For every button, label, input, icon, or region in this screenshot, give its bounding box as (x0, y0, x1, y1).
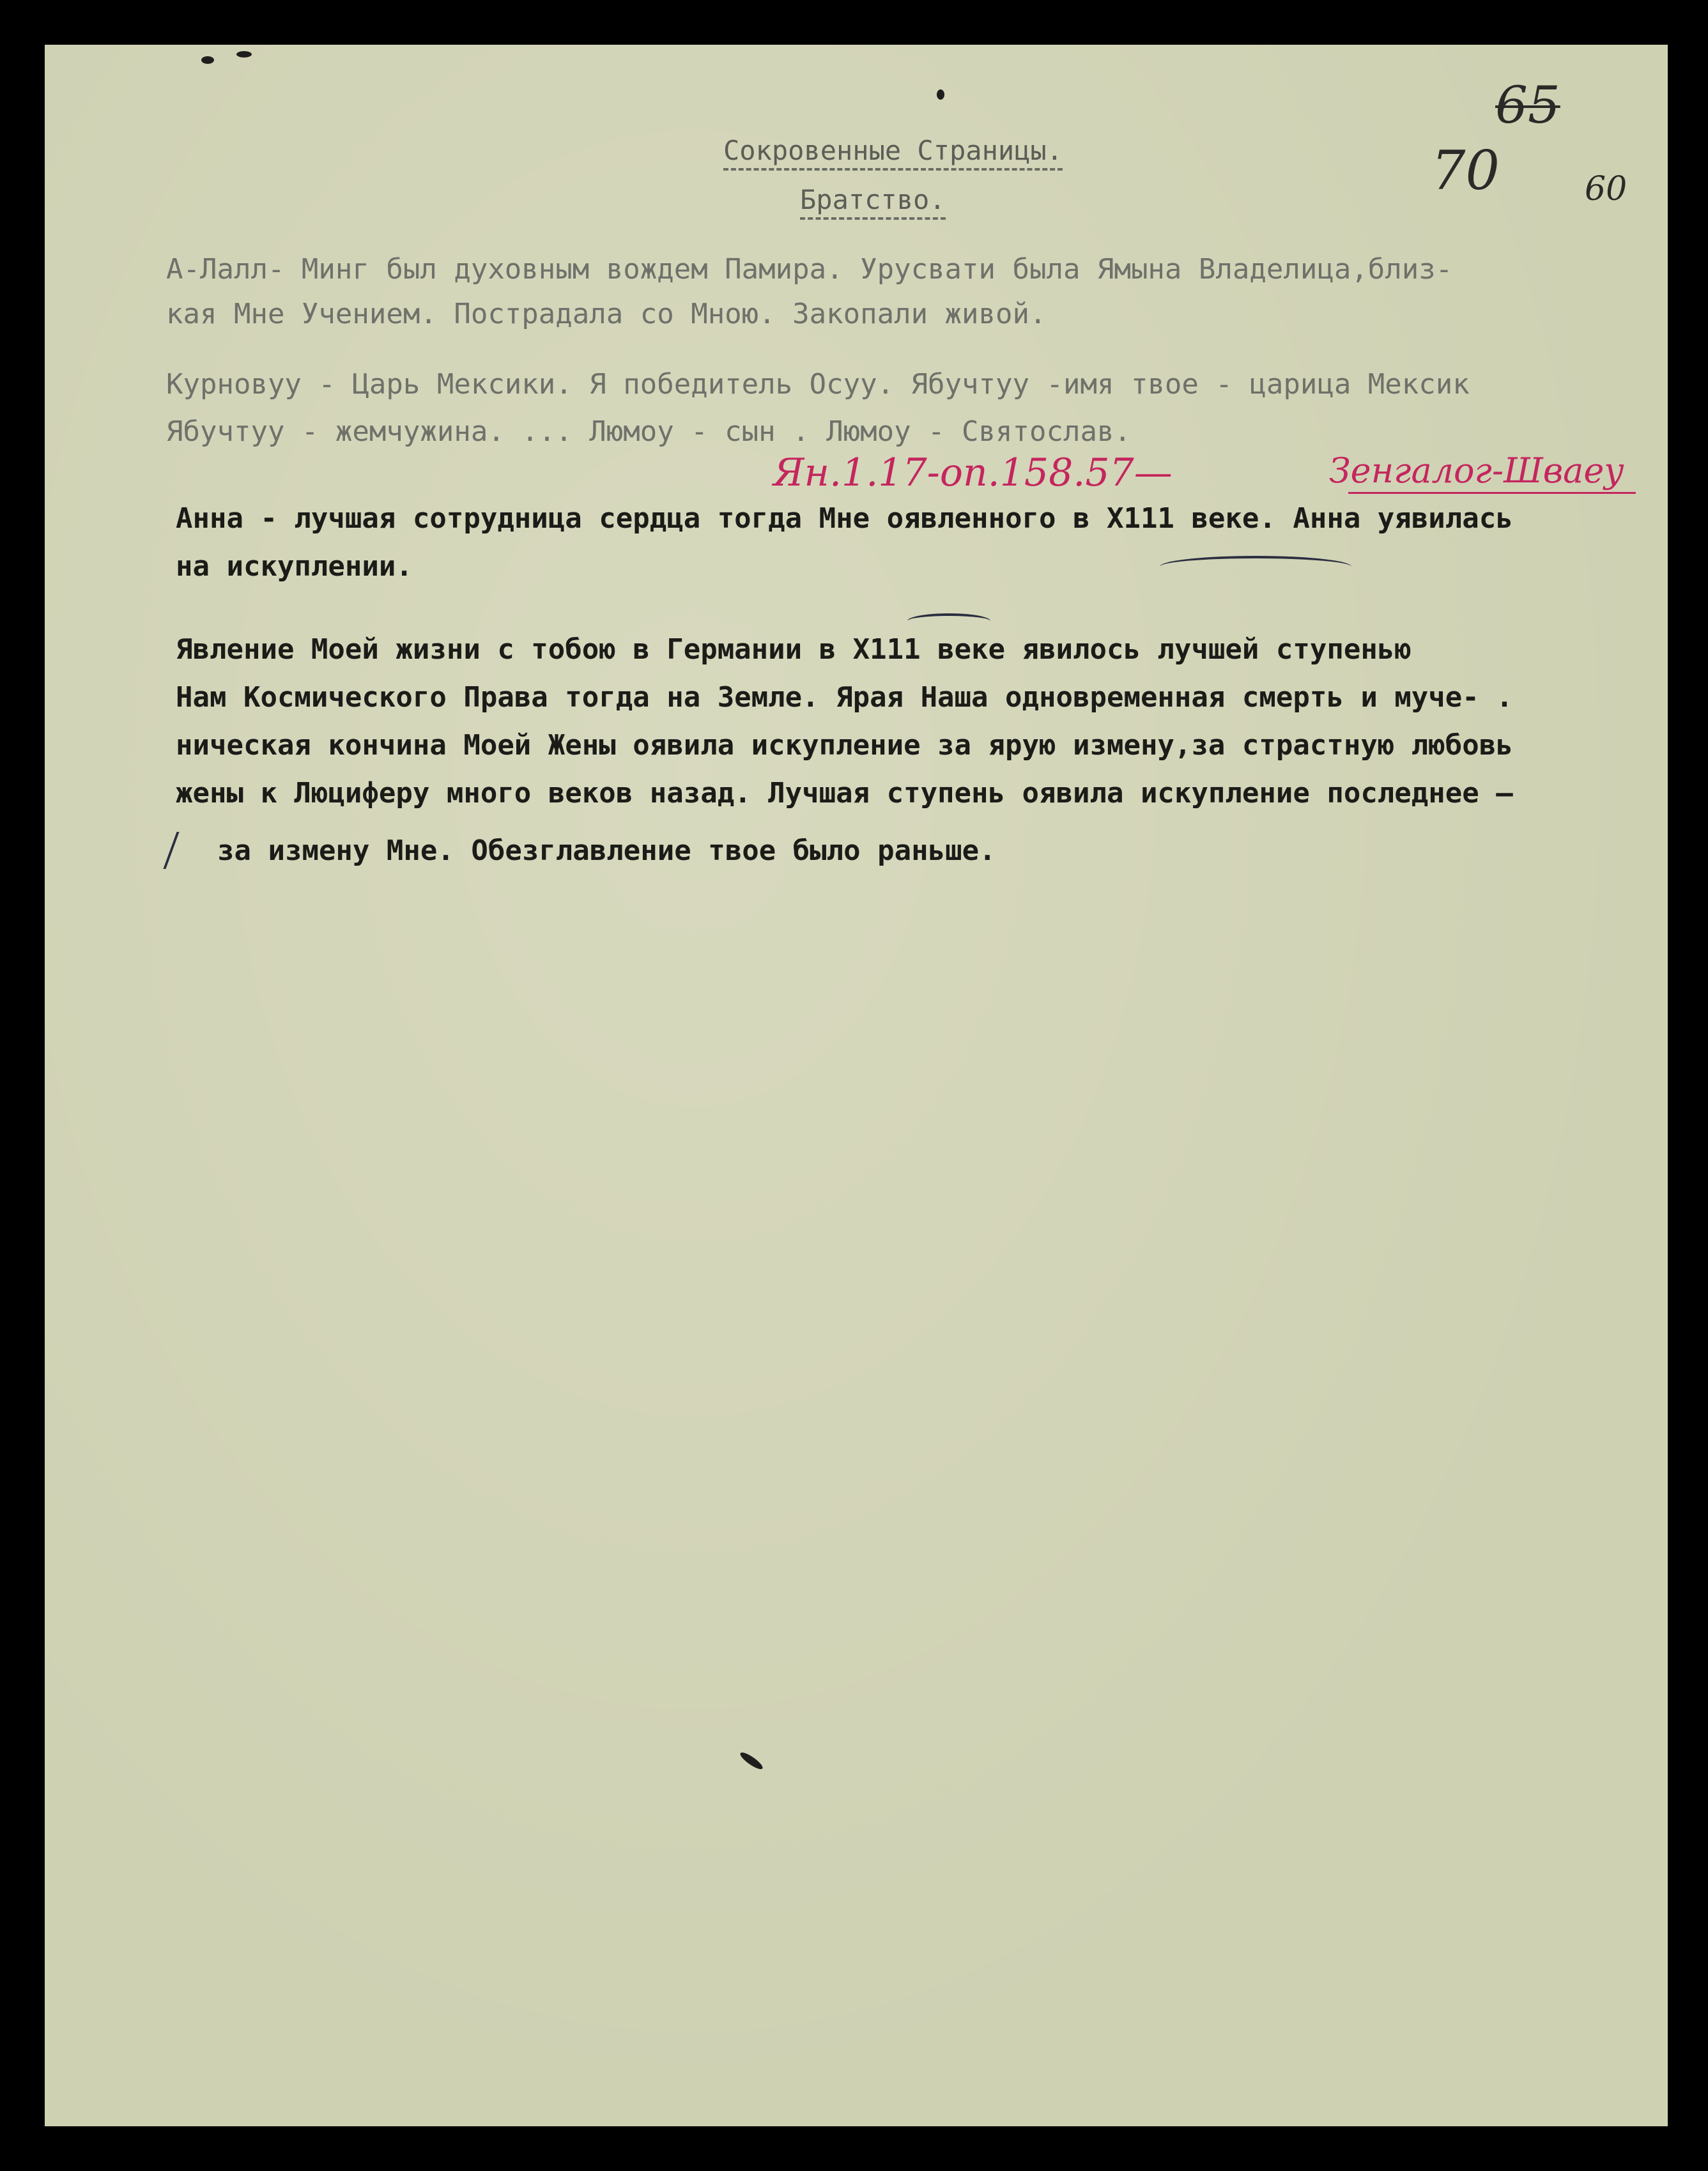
page-title: Сокровенные Страницы. (723, 137, 1063, 171)
ink-dot (937, 89, 944, 100)
text-line: ническая кончина Моей Жены оявила искупление за ярую измену,за страстную любовь (176, 729, 1513, 762)
pencil-overline (907, 613, 990, 629)
pencil-underline (1160, 556, 1351, 578)
text-line: кая Мне Учением. Пострадала со Мною. Закопали живой. (166, 298, 1047, 330)
text-line: Анна - лучшая сотрудница сердца тогда Мне оявленного в X111 веке. Анна уявилась (176, 502, 1513, 535)
text-line: Курновуу - Царь Мексики. Я победитель Осуу. Ябучтуу -имя твое - царица Мексик (166, 368, 1470, 401)
red-underline (1348, 492, 1636, 494)
text-line: А-Лалл- Минг был духовным вождем Памира. Урусвати была Ямына Владелица,близ- (166, 253, 1453, 286)
page-subtitle: Братство. (800, 187, 946, 220)
text-line: за измену Мне. Обезглавление твое было раньше. (217, 834, 996, 867)
ink-smudge (236, 51, 252, 58)
archive-page (45, 45, 1668, 2126)
red-archive-note: Зенгалог-Шваеу (1329, 450, 1624, 491)
page-number-alt: 60 (1585, 170, 1627, 208)
ink-smudge (201, 56, 214, 64)
text-line: Нам Космического Права тогда на Земле. Ярая Наша одновременная смерть и муче- . (176, 681, 1513, 714)
text-line: жены к Люциферу много веков назад. Лучшая ступень оявила искупление последнее – (176, 777, 1513, 809)
ink-speck (738, 1750, 764, 1772)
text-line: Явление Моей жизни с тобою в Германии в X111 веке явилось лучшей ступенью (176, 633, 1412, 666)
page-number-main: 70 (1431, 139, 1500, 202)
red-archive-note: Ян.1.17-оп.158.57— (773, 450, 1173, 495)
text-line: Ябучтуу - жемчужина. ... Люмоу - сын . Люмоу - Святослав. (166, 415, 1131, 448)
crossed-out-mark (163, 832, 215, 869)
page-number-struck: 65 (1495, 75, 1560, 135)
text-line: на искуплении. (176, 550, 413, 583)
